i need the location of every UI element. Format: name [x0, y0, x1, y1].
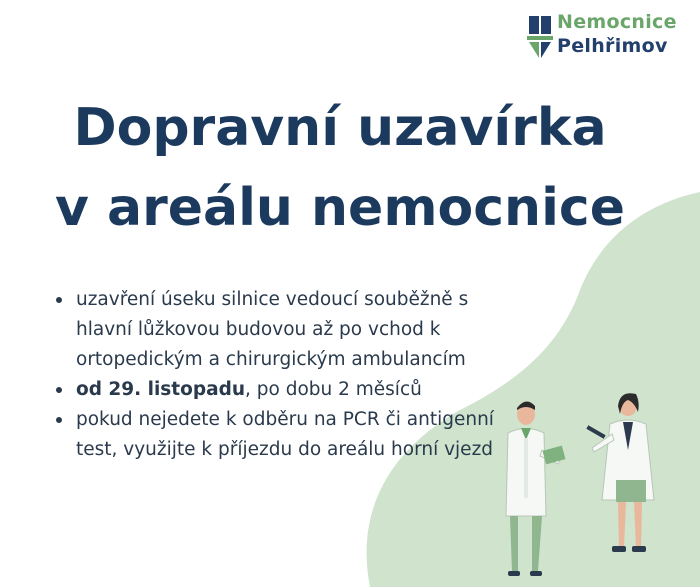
logo-mark-icon — [527, 14, 553, 60]
list-item-date — [76, 375, 506, 405]
logo-line-nemocnice: Nemocnice — [557, 11, 677, 33]
male-doctor-figure — [506, 401, 565, 576]
doctors-illustration-icon — [488, 388, 678, 583]
hospital-logo — [527, 10, 692, 62]
list-item-closure-text: uzavření úseku silnice vedoucí souběžně s hlavní lůžkovou budovou až po vchod k ortopedickým a chirurgickým ambulancím — [76, 289, 469, 370]
headline-line-1: Dopravní uzavírka — [73, 98, 607, 158]
list-item-date-bold: od 29. listopadu — [76, 379, 245, 400]
female-doctor-figure — [586, 393, 654, 552]
logo-line-pelhrimov: Pelhřimov — [557, 35, 668, 57]
list-item-date-rest: , po dobu 2 měsíců — [245, 379, 422, 400]
info-list — [50, 285, 506, 465]
list-item-entrance — [76, 405, 506, 465]
headline-line-2: v areálu nemocnice — [55, 178, 625, 238]
list-item-closure — [76, 285, 506, 375]
list-item-entrance-text: pokud nejedete k odběru na PCR či antigenní test, využijte k příjezdu do areálu horní vjezd — [76, 409, 494, 460]
